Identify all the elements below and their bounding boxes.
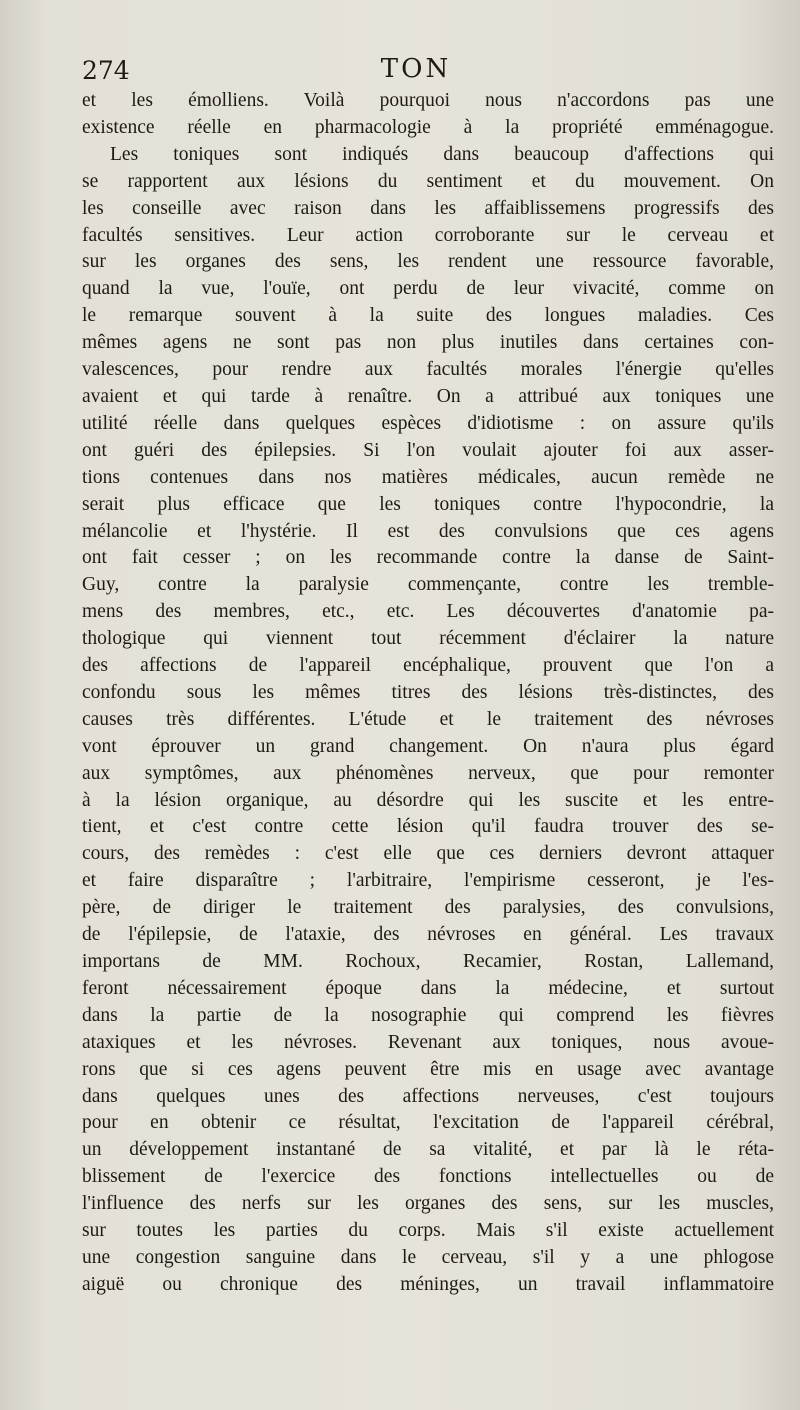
text-line: dans quelques unes des affections nerveuses, c'est toujours bbox=[82, 1085, 774, 1107]
text-line: tions contenues dans nos matières médicales, aucun remède ne bbox=[82, 466, 774, 488]
page-header bbox=[82, 52, 750, 88]
running-head: TON bbox=[380, 54, 452, 84]
text-line: serait plus efficace que les toniques contre l'hypocondrie, la bbox=[82, 493, 774, 515]
body-text bbox=[82, 88, 774, 1299]
text-line: valescences, pour rendre aux facultés morales l'énergie qu'elles bbox=[82, 359, 774, 381]
text-line: tient, et c'est contre cette lésion qu'il faudra trouver des se- bbox=[82, 816, 774, 838]
text-line: aiguë ou chronique des méninges, un travail inflammatoire bbox=[82, 1273, 774, 1295]
text-line: importans de MM. Rochoux, Recamier, Rostan, Lallemand, bbox=[82, 951, 774, 972]
text-line: à la lésion organique, au désordre qui les suscite et les entre- bbox=[82, 789, 774, 811]
text-line: thologique qui viennent tout récemment d'éclairer la nature bbox=[82, 628, 774, 650]
text-line: l'influence des nerfs sur les organes des sens, sur les muscles, bbox=[82, 1193, 774, 1215]
text-line: confondu sous les mêmes titres des lésions très-distinctes, des bbox=[82, 681, 774, 703]
text-line: aux symptômes, aux phénomènes nerveux, que pour remonter bbox=[82, 762, 774, 784]
text-line: des affections de l'appareil encéphalique, prouvent que l'on a bbox=[82, 655, 774, 677]
text-line: pour en obtenir ce résultat, l'excitation de l'appareil cérébral, bbox=[82, 1112, 774, 1134]
text-line: père, de diriger le traitement des paralysies, des convulsions, bbox=[82, 897, 774, 919]
text-line: sur toutes les parties du corps. Mais s'il existe actuellement bbox=[82, 1220, 774, 1242]
text-line: quand la vue, l'ouïe, ont perdu de leur vivacité, comme on bbox=[82, 278, 774, 300]
text-line: feront nécessairement époque dans la médecine, et surtout bbox=[82, 977, 774, 999]
text-line: causes très différentes. L'étude et le traitement des névroses bbox=[82, 708, 774, 730]
text-line: ataxiques et les névroses. Revenant aux toniques, nous avoue- bbox=[82, 1031, 774, 1053]
text-line: cours, des remèdes : c'est elle que ces derniers devront attaquer bbox=[82, 843, 774, 865]
text-line: Les toniques sont indiqués dans beaucoup d'affections qui bbox=[110, 143, 774, 165]
text-line: mélancolie et l'hystérie. Il est des convulsions que ces agens bbox=[82, 520, 774, 542]
text-line: de l'épilepsie, de l'ataxie, des névroses en général. Les travaux bbox=[82, 924, 774, 946]
text-line: sur les organes des sens, les rendent une ressource favorable, bbox=[82, 251, 774, 273]
text-line: avaient et qui tarde à renaître. On a attribué aux toniques une bbox=[82, 385, 774, 407]
text-line: et faire disparaître ; l'arbitraire, l'empirisme cesseront, je l'es- bbox=[82, 870, 774, 892]
text-line: existence réelle en pharmacologie à la propriété emménagogue. bbox=[82, 116, 774, 138]
text-line: rons que si ces agens peuvent être mis en usage avec avantage bbox=[82, 1058, 774, 1080]
text-line: le remarque souvent à la suite des longues maladies. Ces bbox=[82, 305, 774, 327]
text-line: facultés sensitives. Leur action corroborante sur le cerveau et bbox=[82, 224, 774, 246]
text-line: ont guéri des épilepsies. Si l'on voulait ajouter foi aux asser- bbox=[82, 439, 774, 461]
text-line: se rapportent aux lésions du sentiment et du mouvement. On bbox=[82, 170, 774, 192]
text-line: une congestion sanguine dans le cerveau, s'il y a une phlogose bbox=[82, 1246, 774, 1268]
text-line: et les émolliens. Voilà pourquoi nous n'accordons pas une bbox=[82, 90, 774, 111]
text-line: ont fait cesser ; on les recommande contre la danse de Saint- bbox=[82, 547, 774, 569]
text-line: un développement instantané de sa vitalité, et par là le réta- bbox=[82, 1139, 774, 1161]
text-line: les conseille avec raison dans les affaiblissemens progressifs des bbox=[82, 197, 774, 219]
page-number: 274 bbox=[82, 56, 130, 85]
text-line: mens des membres, etc., etc. Les découvertes d'anatomie pa- bbox=[82, 601, 774, 623]
text-line: dans la partie de la nosographie qui comprend les fièvres bbox=[82, 1004, 774, 1026]
text-line: Guy, contre la paralysie commençante, contre les tremble- bbox=[82, 574, 774, 596]
text-line: vont éprouver un grand changement. On n'aura plus égard bbox=[82, 735, 774, 757]
text-line: utilité réelle dans quelques espèces d'idiotisme : on assure qu'ils bbox=[82, 412, 774, 434]
text-line: mêmes agens ne sont pas non plus inutiles dans certaines con- bbox=[82, 332, 774, 354]
text-line: blissement de l'exercice des fonctions intellectuelles ou de bbox=[82, 1166, 774, 1188]
